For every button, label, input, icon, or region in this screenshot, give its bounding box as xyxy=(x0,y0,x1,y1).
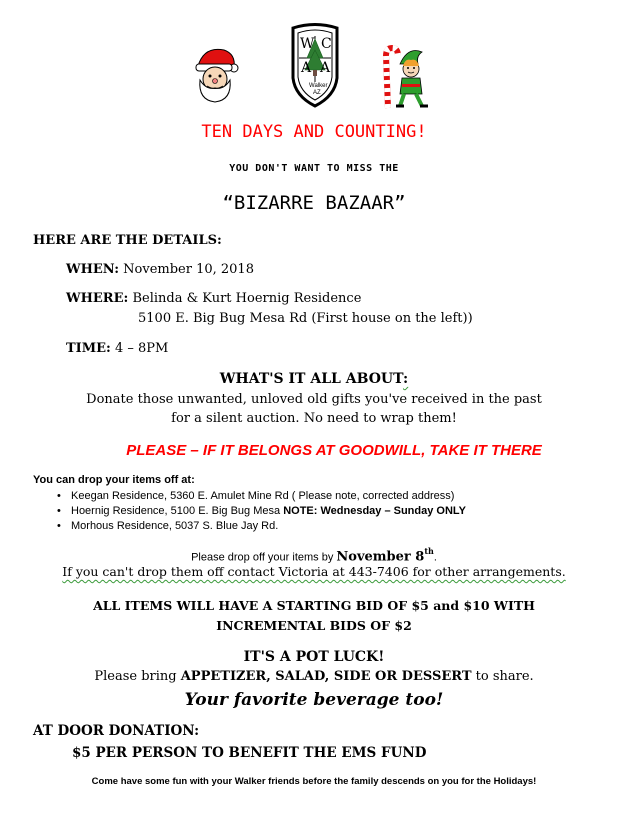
potluck-suffix: to share. xyxy=(471,669,534,684)
santa-icon xyxy=(190,44,242,104)
potluck-items: APPETIZER, SALAD, SIDE OR DESSERT xyxy=(180,669,472,684)
logo-letter-w: W xyxy=(300,36,315,52)
where-line2: 5100 E. Big Bug Mesa Rd (First house on the left)) xyxy=(138,311,473,326)
logo-letter-c: C xyxy=(321,36,332,52)
potluck-beverage: Your favorite beverage too! xyxy=(184,690,444,710)
deadline-suffix: th xyxy=(424,546,434,556)
deadline-date: November 8 xyxy=(336,549,425,565)
when-row xyxy=(66,262,254,277)
details-heading: HERE ARE THE DETAILS: xyxy=(33,233,222,248)
dropoff-item-note: NOTE: Wednesday – Sunday ONLY xyxy=(283,505,466,517)
dropoff-contact: If you can't drop them off contact Victoria at 443-7406 for other arrangements. xyxy=(62,564,566,579)
about-line2: for a silent auction. No need to wrap them! xyxy=(171,411,457,426)
potluck-prefix: Please bring xyxy=(94,669,181,684)
dropoff-deadline xyxy=(0,546,628,565)
headline: TEN DAYS AND COUNTING! xyxy=(201,122,427,142)
event-name: “BIZARRE BAZAAR” xyxy=(222,192,406,214)
dropoff-item xyxy=(53,519,466,534)
logo-state: AZ xyxy=(313,90,321,96)
closing-line: Come have some fun with your Walker friends before the family descends on you for the Holidays! xyxy=(91,776,537,787)
logo-town: Walker xyxy=(309,83,328,89)
dropoff-item xyxy=(53,504,466,519)
where-line1: Belinda & Kurt Hoernig Residence xyxy=(132,291,362,306)
bids-line2: INCREMENTAL BIDS OF $2 xyxy=(216,618,412,633)
dropoff-item-text: Keegan Residence, 5360 E. Amulet Mine Rd ( Please note, corrected address) xyxy=(71,490,455,502)
dropoff-list xyxy=(53,489,466,534)
deadline-period: . xyxy=(433,551,437,564)
donation-heading: AT DOOR DONATION: xyxy=(33,723,200,739)
potluck-heading: IT'S A POT LUCK! xyxy=(243,649,385,665)
dropoff-item xyxy=(53,489,466,504)
walker-crest-logo xyxy=(288,20,342,108)
potluck-line xyxy=(0,669,628,684)
goodwill-note: PLEASE – IF IT BELONGS AT GOODWILL, TAKE IT THERE xyxy=(126,442,542,459)
logo-letter-a2: A xyxy=(320,60,331,76)
dropoff-heading: You can drop your items off at: xyxy=(33,474,195,486)
about-line1: Donate those unwanted, unloved old gifts you've received in the past xyxy=(86,392,542,407)
time-row xyxy=(66,341,168,356)
subheadline: YOU DON'T WANT TO MISS THE xyxy=(229,163,399,174)
elf-icon xyxy=(380,44,430,110)
deadline-prefix: Please drop off your items by xyxy=(191,551,337,564)
where-label: WHERE: xyxy=(66,291,129,306)
logo-letter-a1: A xyxy=(301,60,312,76)
time-value: 4 – 8PM xyxy=(115,341,169,356)
about-heading-text: WHAT'S IT ALL ABOUT xyxy=(219,371,404,387)
bids-line1: ALL ITEMS WILL HAVE A STARTING BID OF $5 and $10 WITH xyxy=(93,598,535,613)
time-label: TIME: xyxy=(66,341,111,356)
about-heading xyxy=(0,371,628,387)
dropoff-item-text: Hoernig Residence, 5100 E. Big Bug Mesa xyxy=(71,505,284,517)
where-row xyxy=(66,291,361,306)
about-heading-colon: : xyxy=(403,371,409,387)
when-label: WHEN: xyxy=(66,262,120,277)
dropoff-item-text: Morhous Residence, 5037 S. Blue Jay Rd. xyxy=(71,520,279,532)
donation-detail: $5 PER PERSON TO BENEFIT THE EMS FUND xyxy=(72,745,427,761)
when-value: November 10, 2018 xyxy=(123,262,254,277)
